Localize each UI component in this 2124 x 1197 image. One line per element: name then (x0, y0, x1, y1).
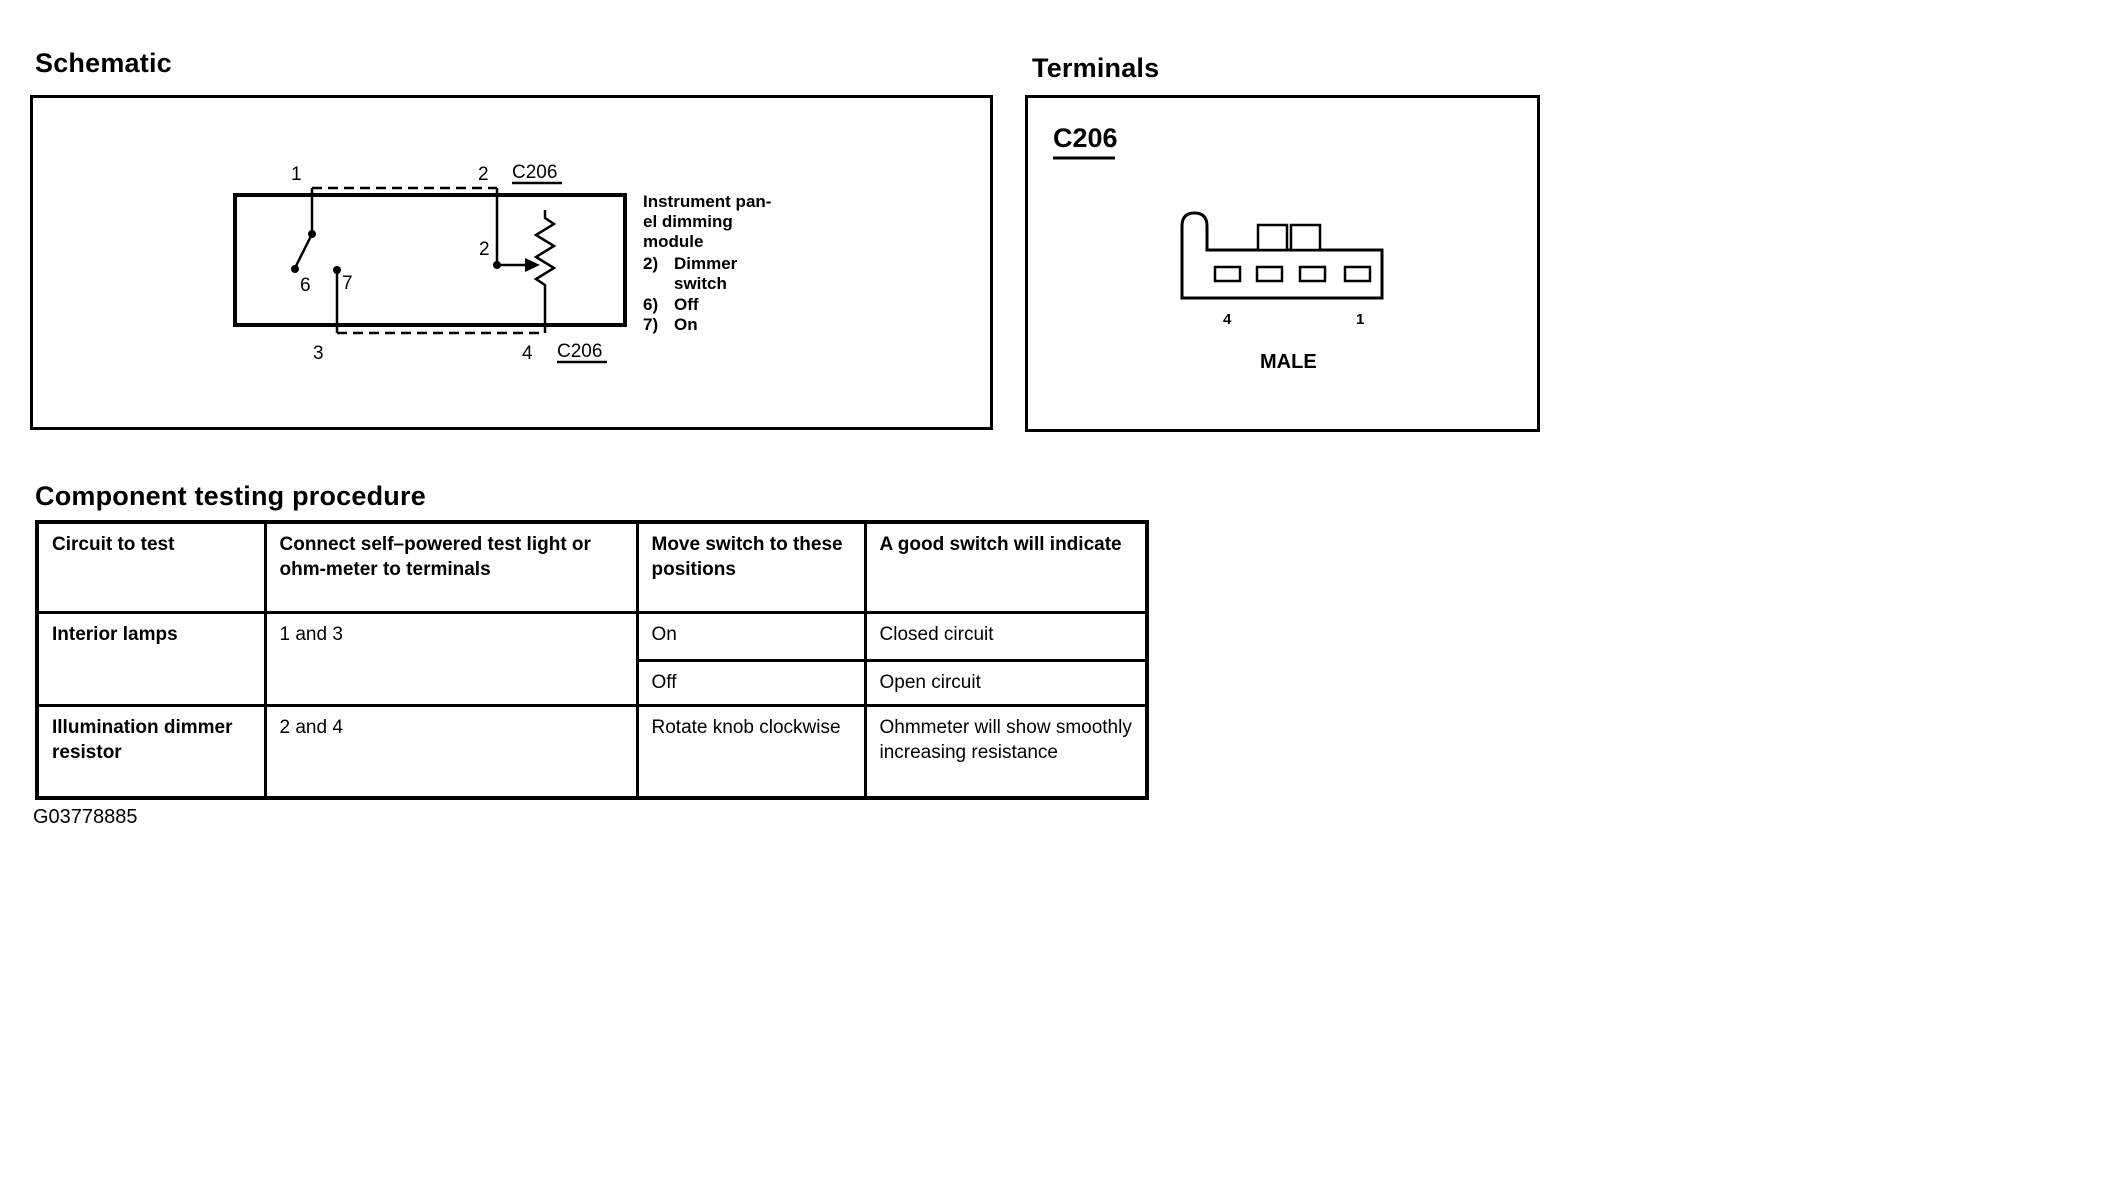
connector-key-2 (1291, 225, 1320, 250)
legend-item2-text2: switch (674, 274, 727, 293)
c206-top-label: C206 (512, 162, 558, 183)
module-outline (235, 195, 625, 325)
legend-line-1: Instrument pan- (643, 192, 772, 211)
table-row (37, 706, 1147, 798)
terminal-1-label: 1 (1356, 311, 1365, 328)
legend-line-2: el dimming (643, 212, 733, 231)
cell-position-off: Off (637, 660, 865, 706)
testing-title: Component testing procedure (35, 481, 426, 511)
legend-item7-num: 7) (643, 315, 659, 334)
table-row (37, 612, 1147, 660)
connector-id-label: C206 (1053, 123, 1118, 153)
terminal-cavity-3 (1257, 267, 1282, 281)
pin-2-top-label: 2 (478, 164, 489, 185)
pin-4-label: 4 (522, 343, 533, 364)
schematic-legend (643, 192, 771, 334)
cell-terminals-2-and-4: 2 and 4 (265, 706, 637, 798)
terminal-4-label: 4 (1223, 311, 1232, 328)
header-positions: Move switch to these positions (637, 522, 865, 612)
pin-2-wiper-label: 2 (479, 239, 490, 260)
pin-1-label: 1 (291, 164, 302, 185)
legend-item2-num: 2) (643, 254, 659, 273)
header-terminals: Connect self–powered test light or ohm-meter to terminals (265, 522, 637, 612)
pin-7-label: 7 (342, 273, 353, 294)
testing-table-wrap (35, 520, 1149, 800)
legend-item2-text: Dimmer (674, 254, 738, 273)
cell-terminals-1-and-3: 1 and 3 (265, 612, 637, 706)
schematic-title: Schematic (35, 48, 172, 78)
wiper-arrow (497, 258, 540, 272)
dimmer-switch-symbol (291, 230, 341, 274)
cell-position-rotate: Rotate knob clockwise (637, 706, 865, 798)
terminal-cavity-2 (1300, 267, 1325, 281)
resistor-symbol (536, 210, 554, 333)
pin-6-label: 6 (300, 275, 311, 296)
header-indication: A good switch will indicate (865, 522, 1147, 612)
table-header-row (37, 522, 1147, 612)
legend-item6-num: 6) (643, 295, 659, 314)
connector-gender-label: MALE (1260, 351, 1317, 373)
cell-circuit-interior-lamps: Interior lamps (37, 612, 265, 706)
cell-result-open: Open circuit (865, 660, 1147, 706)
testing-table (35, 520, 1149, 800)
c206-bottom-label: C206 (557, 341, 603, 362)
header-circuit: Circuit to test (37, 522, 265, 612)
connector-drawing (1028, 98, 1537, 429)
cell-circuit-dimmer-resistor: Illumination dimmer resistor (37, 706, 265, 798)
terminal-cavity-4 (1215, 267, 1240, 281)
terminals-title: Terminals (1032, 53, 1160, 83)
legend-line-3: module (643, 232, 704, 251)
legend-item6-text: Off (674, 295, 699, 314)
cell-result-closed: Closed circuit (865, 612, 1147, 660)
terminal-cavity-1 (1345, 267, 1370, 281)
schematic-panel (30, 95, 993, 430)
figure-id: G03778885 (33, 806, 138, 828)
legend-item7-text: On (674, 315, 698, 334)
connector-key-1 (1258, 225, 1287, 250)
schematic-drawing (33, 98, 990, 427)
terminals-panel (1025, 95, 1540, 432)
cell-position-on: On (637, 612, 865, 660)
pin-3-label: 3 (313, 343, 324, 364)
cell-result-resistance: Ohmmeter will show smoothly increasing resistance (865, 706, 1147, 798)
